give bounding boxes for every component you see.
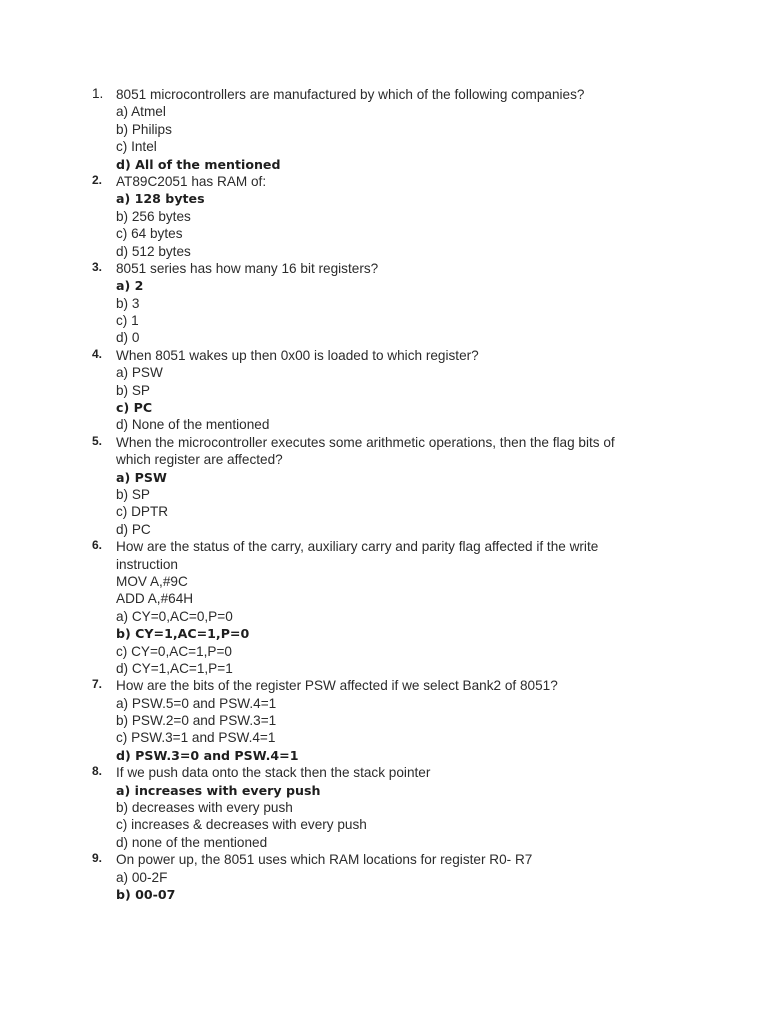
correct-answer-option: c) PC: [116, 400, 153, 416]
question-text: On power up, the 8051 uses which RAM locations for register R0- R7: [116, 852, 533, 868]
correct-answer-option: a) 128 bytes: [116, 191, 205, 207]
question-8: [0, 764, 768, 851]
correct-answer-option: a) 2: [116, 278, 144, 294]
question-stem-row: [0, 260, 768, 277]
question-text: How are the status of the carry, auxiliary carry and parity flag affected if the write: [116, 539, 599, 555]
answer-option: d) 0: [116, 330, 140, 346]
answer-option: b) PSW.2=0 and PSW.3=1: [116, 713, 277, 729]
answer-option: c) CY=0,AC=1,P=0: [116, 643, 232, 659]
question-text: instruction: [116, 556, 178, 572]
answer-option: a) CY=0,AC=0,P=0: [116, 608, 233, 624]
question-text: If we push data onto the stack then the stack pointer: [116, 765, 431, 781]
answer-option: d) none of the mentioned: [116, 834, 268, 850]
question-4: [0, 347, 768, 434]
answer-option: d) PC: [116, 521, 151, 537]
question-stem-row: [0, 851, 768, 868]
question-number: 3.: [92, 259, 103, 274]
question-stem-row: [0, 173, 768, 190]
question-list: [0, 86, 768, 903]
correct-answer-option: b) CY=1,AC=1,P=0: [116, 626, 250, 642]
answer-option: c) 64 bytes: [116, 226, 183, 242]
answer-option: a) 00-2F: [116, 869, 168, 885]
answer-option: b) SP: [116, 382, 150, 398]
answer-option: c) DPTR: [116, 504, 169, 520]
question-9: [0, 851, 768, 903]
question-text: MOV A,#9C: [116, 573, 188, 589]
question-number: 5.: [92, 433, 103, 448]
correct-answer-option: a) increases with every push: [116, 782, 321, 798]
answer-option: b) SP: [116, 486, 150, 502]
answer-option: c) PSW.3=1 and PSW.4=1: [116, 730, 276, 746]
correct-answer-option: d) All of the mentioned: [116, 156, 281, 172]
answer-option: b) decreases with every push: [116, 800, 293, 816]
question-text: When 8051 wakes up then 0x00 is loaded to which register?: [116, 347, 479, 363]
answer-option: b) 3: [116, 295, 140, 311]
question-5: [0, 434, 768, 538]
question-7: [0, 677, 768, 764]
question-text: which register are affected?: [116, 452, 283, 468]
question-text: 8051 microcontrollers are manufactured by which of the following companies?: [116, 87, 585, 102]
question-text: AT89C2051 has RAM of:: [116, 173, 267, 189]
answer-option: b) 256 bytes: [116, 208, 191, 224]
question-number: 4.: [92, 346, 103, 361]
question-stem-row: [0, 677, 768, 694]
question-1: [0, 86, 768, 173]
answer-option: a) Atmel: [116, 104, 166, 120]
answer-option: d) CY=1,AC=1,P=1: [116, 660, 233, 676]
answer-option: d) 512 bytes: [116, 243, 191, 259]
question-number: 1.: [92, 86, 104, 101]
answer-option: c) Intel: [116, 139, 157, 155]
question-number: 9.: [92, 851, 103, 866]
question-stem-row: [0, 86, 768, 103]
question-stem-row: [0, 538, 768, 555]
correct-answer-option: b) 00-07: [116, 886, 176, 902]
question-stem-row: [0, 347, 768, 364]
correct-answer-option: d) PSW.3=0 and PSW.4=1: [116, 747, 299, 763]
answer-option: b) Philips: [116, 121, 172, 137]
question-number: 2.: [92, 172, 103, 187]
question-text: 8051 series has how many 16 bit registers?: [116, 260, 379, 276]
answer-option: a) PSW: [116, 365, 163, 381]
question-number: 8.: [92, 764, 103, 779]
correct-answer-option: a) PSW: [116, 469, 167, 485]
answer-option: a) PSW.5=0 and PSW.4=1: [116, 695, 277, 711]
question-text: How are the bits of the register PSW affected if we select Bank2 of 8051?: [116, 678, 558, 694]
question-number: 7.: [92, 677, 103, 692]
question-3: [0, 260, 768, 347]
answer-option: c) 1: [116, 313, 139, 329]
question-6: [0, 538, 768, 677]
answer-option: d) None of the mentioned: [116, 417, 270, 433]
question-text: ADD A,#64H: [116, 591, 194, 607]
question-text: When the microcontroller executes some arithmetic operations, then the flag bits of: [116, 434, 615, 450]
answer-option: c) increases & decreases with every push: [116, 817, 367, 833]
question-stem-row: [0, 764, 768, 781]
question-number: 6.: [92, 538, 103, 553]
question-stem-row: [0, 434, 768, 451]
question-2: [0, 173, 768, 260]
